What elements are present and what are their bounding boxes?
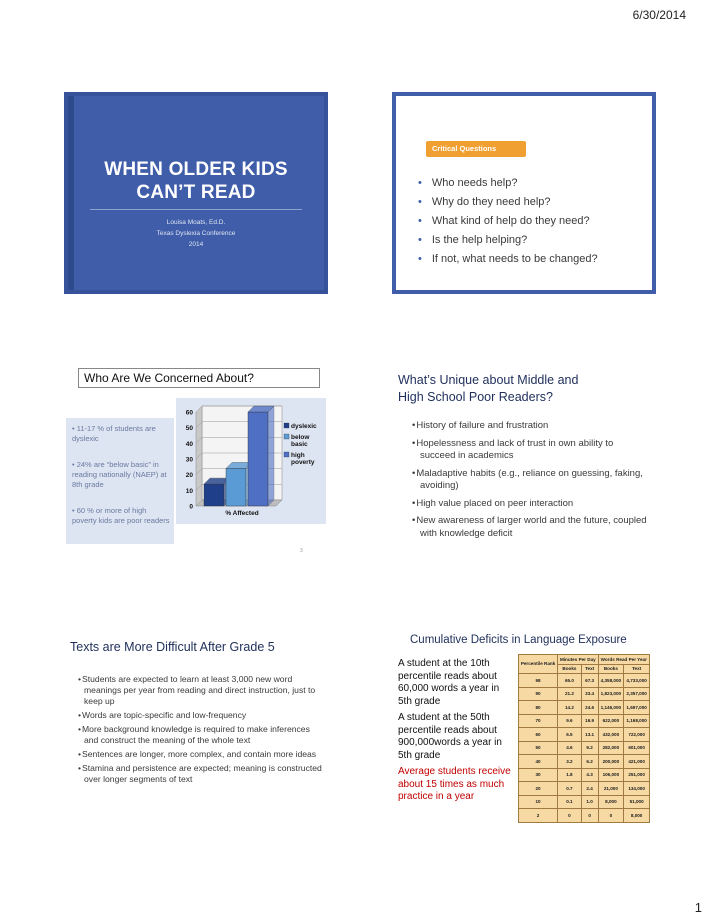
paragraph-50th: A student at the 50th percentile reads about 900,000words a year in 5th grade — [398, 712, 502, 761]
table-header: Words Read Per Year — [598, 655, 649, 665]
table-cell: 601,000 — [624, 741, 650, 755]
slide-heading — [398, 372, 578, 406]
table-cell: 1,146,000 — [598, 701, 624, 715]
list-item: • What kind of help do they need? — [418, 212, 598, 231]
table-cell: 67.3 — [581, 674, 598, 688]
year: 2014 — [188, 241, 204, 248]
table-cell: 51,000 — [624, 795, 650, 809]
list-item: • Hopelessness and lack of trust in own ability to succeed in academics — [398, 438, 648, 463]
table-row — [519, 714, 650, 728]
legend-label: high — [291, 452, 305, 459]
table-subheader: Text — [581, 664, 598, 674]
table-cell: 4,733,000 — [624, 674, 650, 688]
table-cell: 8,000 — [624, 809, 650, 823]
table-row — [519, 795, 650, 809]
legend-label: basic — [291, 441, 308, 448]
list-item: • Who needs help? — [418, 174, 598, 193]
table-cell: 432,000 — [598, 728, 624, 742]
critical-questions-badge: Critical Questions — [426, 141, 526, 157]
list-item: • Words are topic-specific and low-frequency — [68, 710, 326, 721]
paragraph-average: Average students receive about 15 times as much practice in a year — [398, 766, 511, 802]
legend-swatch — [284, 423, 289, 428]
table-row — [519, 741, 650, 755]
slide-title-heading — [78, 158, 314, 204]
table-cell: 21,000 — [598, 782, 624, 796]
table-cell: 98 — [519, 674, 558, 688]
list-item: • Why do they need help? — [418, 193, 598, 212]
words-read-table — [518, 654, 650, 823]
table-cell: 0 — [598, 809, 624, 823]
table-row — [519, 701, 650, 715]
legend-swatch — [284, 452, 289, 457]
table-subheader: Books — [598, 664, 624, 674]
table-header: Minutes Per Day — [558, 655, 598, 665]
list-item: • Is the help helping? — [418, 231, 598, 250]
table-cell: 70 — [519, 714, 558, 728]
table-cell: 4.6 — [558, 741, 582, 755]
paragraph-10th: A student at the 10th percentile reads about 60,000 words a year in 5th grade — [398, 658, 500, 707]
table-cell: 0.7 — [558, 782, 582, 796]
slide-heading: Cumulative Deficits in Language Exposure — [410, 634, 627, 646]
author: Louisa Moats, Ed.D. — [166, 219, 226, 226]
y-tick-label: 10 — [185, 487, 193, 495]
legend-label: dyslexic — [291, 423, 317, 430]
table-cell: 251,000 — [624, 768, 650, 782]
y-tick-label: 30 — [185, 456, 193, 464]
table-cell: 6.2 — [581, 755, 598, 769]
legend-label: below — [291, 434, 310, 441]
table-cell: 2 — [519, 809, 558, 823]
list-item: • If not, what needs to be changed? — [418, 250, 598, 269]
table-cell: 33.4 — [581, 687, 598, 701]
x-category-label: % Affected — [225, 510, 259, 517]
slide-heading: Who Are We Concerned About? — [78, 368, 320, 388]
page-number: 1 — [694, 900, 702, 915]
bar-chart-panel — [176, 398, 326, 524]
slide-accent-strip — [68, 96, 74, 290]
table-subheader: Text — [624, 664, 650, 674]
table-cell: 30 — [519, 768, 558, 782]
list-item: • History of failure and frustration — [398, 420, 648, 433]
list-item: • More background knowledge is required to make inferences and construct the meaning of the whole text — [68, 724, 326, 746]
conference: Texas Dyslexia Conference — [156, 230, 236, 237]
table-row — [519, 728, 650, 742]
bar-chart — [176, 398, 326, 524]
stat-text: 60 % or more of high poverty kids are poor readers — [72, 506, 170, 525]
table-row — [519, 687, 650, 701]
table-header: Percentile Rank — [519, 655, 558, 674]
heading-line-2: High School Poor Readers? — [398, 390, 553, 404]
table-cell: 1,823,000 — [598, 687, 624, 701]
table-cell: 2.4 — [581, 782, 598, 796]
title-line-1: WHEN OLDER KIDS — [104, 159, 288, 180]
table-cell: 4,358,000 — [598, 674, 624, 688]
slide-title — [64, 92, 328, 294]
table-subheader: Books — [558, 664, 582, 674]
heading-line-1: What’s Unique about Middle and — [398, 373, 579, 387]
stats-panel — [66, 418, 174, 544]
slide-subtitle — [78, 217, 314, 250]
table-cell: 13.1 — [581, 728, 598, 742]
list-item: • Students are expected to learn at least 3,000 new word meanings per year from reading and direct instruction, just to keep up — [68, 674, 326, 707]
table-cell: 80 — [519, 701, 558, 715]
table-cell: 134,000 — [624, 782, 650, 796]
questions-list — [418, 174, 598, 269]
table-cell: 0 — [558, 809, 582, 823]
table-row — [519, 768, 650, 782]
table-cell: 106,000 — [598, 768, 624, 782]
table-row — [519, 755, 650, 769]
table-cell: 9.6 — [558, 714, 582, 728]
stat-bullet: • 11-17 % of students are dyslexic — [72, 424, 156, 443]
table-cell: 4.3 — [581, 768, 598, 782]
stat-text: 11-17 % of students are dyslexic — [72, 424, 156, 443]
table-cell: 282,000 — [598, 741, 624, 755]
table-cell: 20 — [519, 782, 558, 796]
bar-below-basic — [226, 468, 246, 506]
list-item: • Sentences are longer, more complex, and contain more ideas — [68, 749, 326, 760]
table-cell: 0 — [581, 809, 598, 823]
table-cell: 2,357,000 — [624, 687, 650, 701]
table-cell: 0.1 — [558, 795, 582, 809]
stat-bullet: • 60 % or more of high poverty kids are poor readers — [72, 506, 170, 525]
table-cell: 90 — [519, 687, 558, 701]
deficit-text — [398, 658, 514, 808]
list-item: • Stamina and persistence are expected; meaning is constructed over longer segments of text — [68, 763, 326, 785]
stat-bullet: • 24% are “below basic” in reading nationally (NAEP) at 8th grade — [72, 460, 167, 489]
header-date: 6/30/2014 — [632, 8, 686, 22]
table-cell: 10 — [519, 795, 558, 809]
y-tick-label: 50 — [185, 425, 193, 433]
bullet-list — [68, 674, 326, 788]
table-cell: 60 — [519, 728, 558, 742]
table-cell: 40 — [519, 755, 558, 769]
slide-number: 3 — [300, 548, 303, 554]
table-row — [519, 809, 650, 823]
y-tick-label: 40 — [185, 440, 193, 448]
slide-heading: Texts are More Difficult After Grade 5 — [70, 640, 275, 654]
table-cell: 200,000 — [598, 755, 624, 769]
slide-concerned-about — [64, 360, 328, 562]
y-tick-label: 60 — [185, 409, 193, 417]
table-cell: 65.0 — [558, 674, 582, 688]
table-cell: 6.5 — [558, 728, 582, 742]
table-cell: 421,000 — [624, 755, 650, 769]
table-cell: 21.2 — [558, 687, 582, 701]
stat-text: 24% are “below basic” in reading nationally (NAEP) at 8th grade — [72, 460, 167, 489]
bullet-list — [398, 420, 648, 545]
table-cell: 9.2 — [581, 741, 598, 755]
list-item: • Maladaptive habits (e.g., reliance on guessing, faking, avoiding) — [398, 468, 648, 493]
table-row — [519, 674, 650, 688]
table-cell: 722,000 — [624, 728, 650, 742]
bar-dyslexic — [204, 484, 224, 506]
slide-unique-readers — [392, 360, 656, 562]
table-cell: 24.6 — [581, 701, 598, 715]
list-item: • High value placed on peer interaction — [398, 498, 648, 511]
table-cell: 622,000 — [598, 714, 624, 728]
list-item: • New awareness of larger world and the future, coupled with knowledge deficit — [398, 515, 648, 540]
table-cell: 50 — [519, 741, 558, 755]
bar-side — [268, 406, 274, 506]
table-cell: 1,168,000 — [624, 714, 650, 728]
table-body — [519, 674, 650, 823]
title-line-2: CAN’T READ — [136, 182, 256, 203]
table-cell: 14.2 — [558, 701, 582, 715]
slide-texts-difficult — [64, 628, 328, 830]
table-cell: 1.8 — [558, 768, 582, 782]
table-cell: 8,000 — [598, 795, 624, 809]
table-cell: 1.0 — [581, 795, 598, 809]
slide-cumulative-deficits — [392, 628, 656, 830]
table-cell: 3.2 — [558, 755, 582, 769]
title-divider — [90, 209, 302, 210]
table-cell: 16.9 — [581, 714, 598, 728]
table-cell: 1,697,000 — [624, 701, 650, 715]
legend-swatch — [284, 434, 289, 439]
slide-critical-questions — [392, 92, 656, 294]
y-tick-label: 0 — [189, 503, 193, 511]
legend-label: poverty — [291, 459, 315, 466]
y-tick-label: 20 — [185, 472, 193, 480]
table-row — [519, 782, 650, 796]
bar-high-poverty — [248, 412, 268, 506]
